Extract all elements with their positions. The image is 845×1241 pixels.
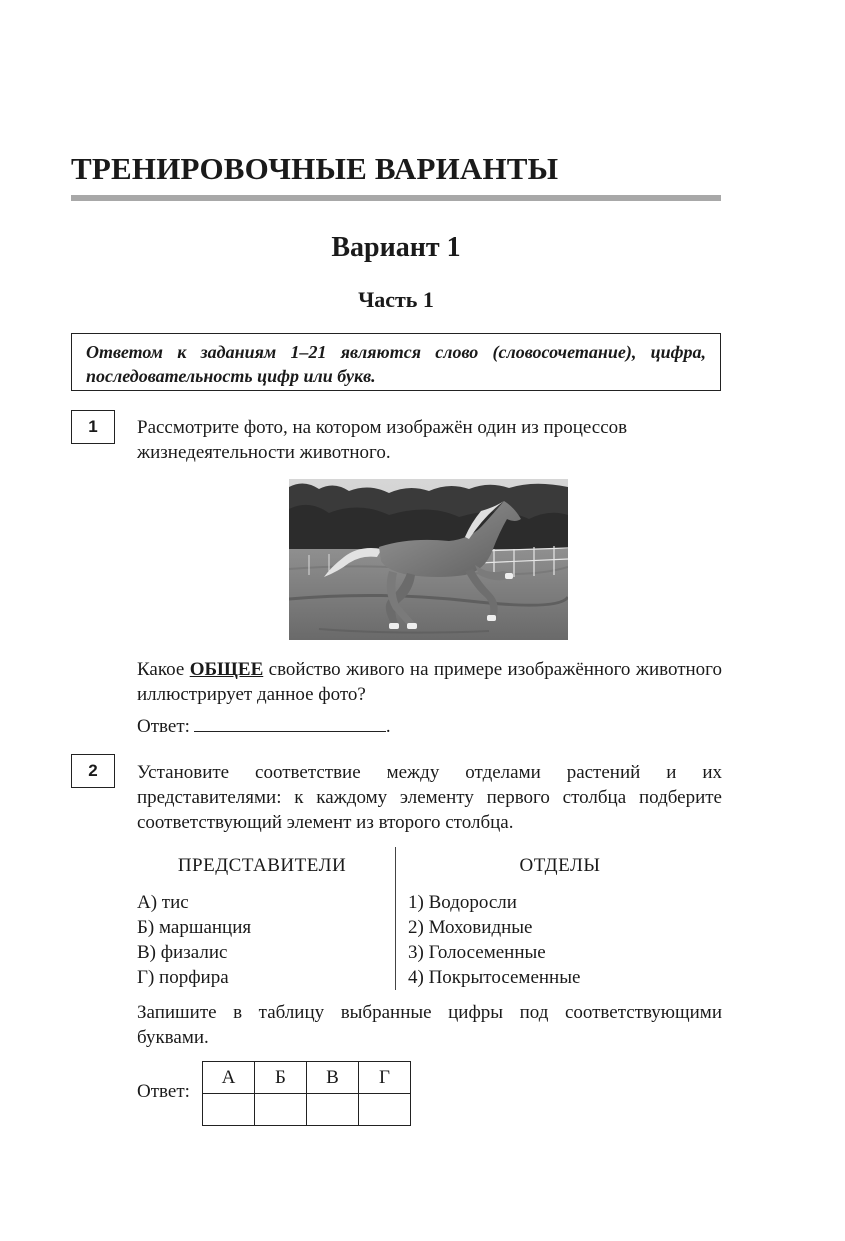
task-1-prompt: Рассмотрите фото, на котором изображён один из процессов жизнедеятельности животного. — [137, 417, 628, 463]
answer-table-header-row — [203, 1062, 411, 1094]
horse-photo — [289, 479, 568, 640]
answer-cell-g[interactable] — [359, 1094, 411, 1126]
divisions-list — [408, 890, 580, 990]
divisions-header: ОТДЕЛЫ — [519, 855, 601, 876]
variant-title: Вариант 1 — [331, 232, 461, 263]
answer-table-header-b: Б — [255, 1062, 307, 1094]
task-2-table-instruction: Запишите в таблицу выбранные цифры под соответствующими буквами. — [137, 1002, 722, 1048]
division-item-4: 4) Покрытосеменные — [408, 967, 581, 988]
instruction-box — [71, 333, 721, 391]
task-1-question — [137, 657, 722, 707]
representatives-header: ПРЕДСТАВИТЕЛИ — [177, 855, 347, 876]
answer-table-input-row — [203, 1094, 411, 1126]
division-item-1: 1) Водоросли — [408, 892, 517, 913]
representative-item-b: Б) маршанция — [137, 917, 252, 938]
division-item-2: 2) Моховидные — [408, 917, 533, 938]
task-1-number: 1 — [71, 410, 115, 444]
representative-item-a: А) тис — [137, 892, 189, 913]
answer-table-header-g: Г — [359, 1062, 411, 1094]
division-item-3: 3) Голосеменные — [408, 942, 546, 963]
task-2-answer-label: Ответ: — [137, 1081, 190, 1102]
answer-cell-a[interactable] — [203, 1094, 255, 1126]
task-1-answer-period: . — [385, 716, 391, 737]
task-1-answer-row — [137, 714, 722, 739]
section-title: ТРЕНИРОВОЧНЫЕ ВАРИАНТЫ — [71, 151, 559, 186]
answer-table-header-a: А — [203, 1062, 255, 1094]
task-2-prompt: Установите соответствие между отделами растений и их представителями: к каждому элементу первого столбца подберите соответствующий элемент из второго столбца. — [137, 762, 722, 833]
part-title: Часть 1 — [358, 287, 434, 312]
task-2-answer-table — [202, 1061, 411, 1126]
task-2-number: 2 — [71, 754, 115, 788]
instruction-text: Ответом к заданиям 1–21 являются слово (словосочетание), цифра, последовательность цифр или букв. — [86, 342, 706, 386]
answer-cell-b[interactable] — [255, 1094, 307, 1126]
answer-cell-v[interactable] — [307, 1094, 359, 1126]
task-1-answer-label: Ответ: — [137, 716, 190, 737]
column-divider — [395, 847, 396, 990]
answer-table-header-v: В — [307, 1062, 359, 1094]
representative-item-v: В) физалис — [137, 942, 228, 963]
task-1-question-emphasis: ОБЩЕЕ — [189, 659, 264, 680]
task-1-answer-field[interactable] — [194, 717, 386, 732]
task-1-question-end: свойство живого на примере изображённого животного иллюстрирует данное фото? — [137, 659, 722, 705]
representatives-list — [137, 890, 251, 990]
task-1-question-start: Какое — [137, 659, 190, 680]
section-title-rule — [71, 195, 721, 201]
representative-item-g: Г) порфира — [137, 967, 229, 988]
